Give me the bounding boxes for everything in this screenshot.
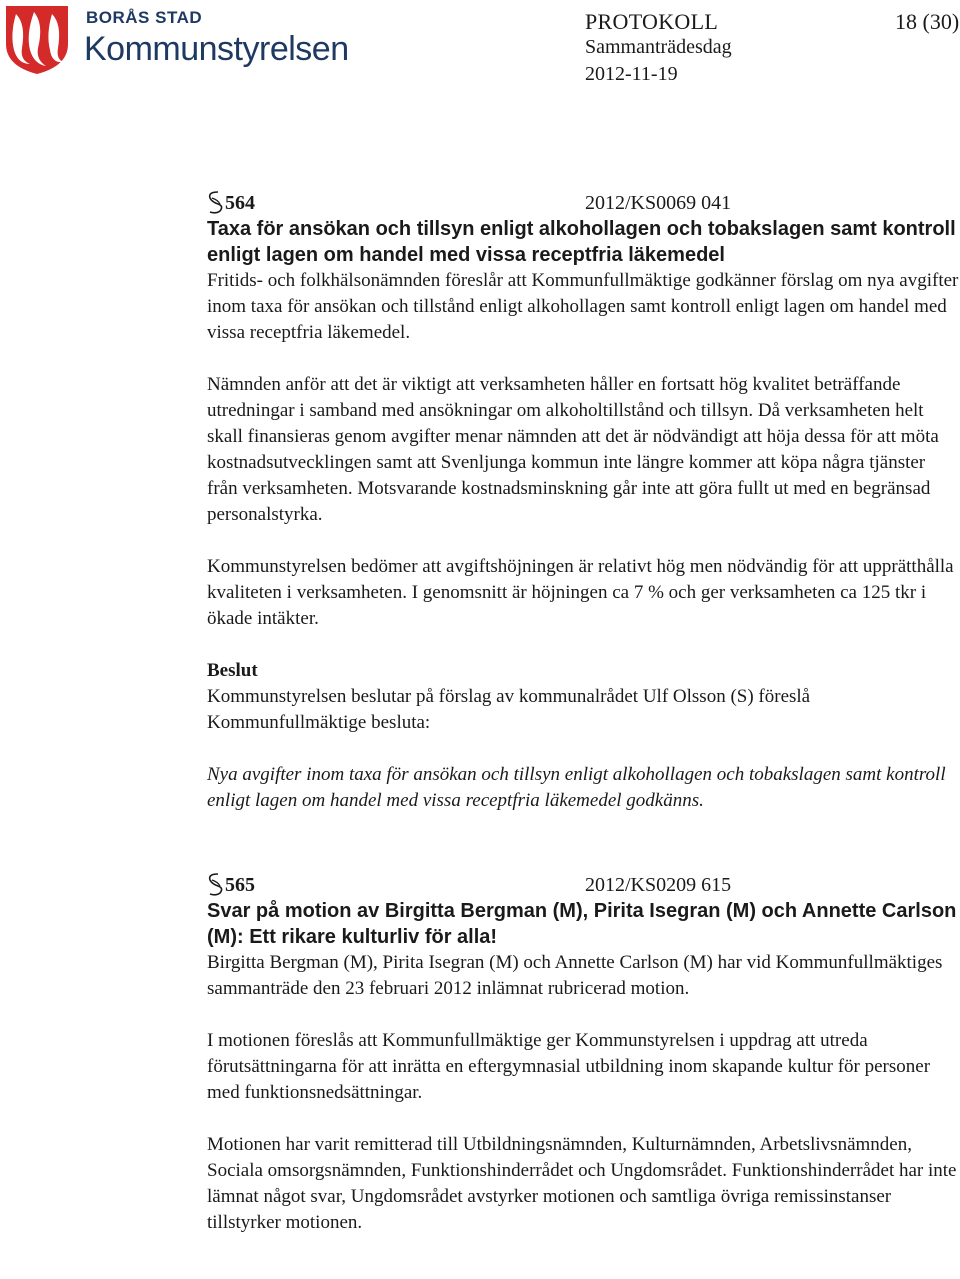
section-number: 564 (225, 192, 255, 214)
section-header (207, 188, 959, 216)
beslut-text: Kommunstyrelsen beslutar på förslag av kommunalrådet Ulf Olsson (S) föreslå Kommunfullmäktige besluta: (207, 686, 811, 733)
case-reference: 2012/KS0069 041 (585, 192, 732, 214)
case-reference: 2012/KS0209 615 (585, 874, 732, 896)
protocol-body (207, 188, 959, 1236)
section-number: 565 (225, 874, 255, 896)
decision-text: Nya avgifter inom taxa för ansökan och tillsyn enligt alkohollagen och tobakslagen samt kontroll enligt lagen om handel med vissa receptfria läkemedel godkänns. (207, 764, 946, 811)
paragraph-sign-icon (204, 870, 226, 900)
meeting-date: 2012-11-19 (585, 63, 678, 85)
paragraph: Birgitta Bergman (M), Pirita Isegran (M) och Annette Carlson (M) har vid Kommunfullmäktiges sammanträde den 23 februari 2012 inlämnat rubricerad motion. (207, 952, 943, 999)
document-type: PROTOKOLL (585, 9, 719, 34)
paragraph: Kommunstyrelsen bedömer att avgiftshöjningen är relativt hög men nödvändig för att upprätthålla kvaliteten i verksamheten. I genomsnitt är höjningen ca 7 % och ger verksamheten ca 125 tkr i ökade intäkter. (207, 556, 954, 629)
boras-stad-logo (4, 4, 354, 76)
paragraph: Fritids- och folkhälsonämnden föreslår att Kommunfullmäktige godkänner förslag om nya avgifter inom taxa för ansökan och tillstånd enligt alkohollagen samt kontroll enligt lagen om handel med vissa receptfria läkemedel. (207, 270, 959, 343)
section-564 (207, 188, 959, 814)
page-number: 18 (30) (895, 9, 960, 34)
paragraph: Motionen har varit remitterad till Utbildningsnämnden, Kulturnämnden, Arbetslivsnämnden, Sociala omsorgsnämnden, Funktionshinderrådet och Ungdomsrådet. Funktionshinderrådet har inte lämnat något svar, Ungdomsrådet avstyrker motionen och samtliga övriga remissinstanser tillstyrker motionen. (207, 1134, 957, 1233)
section-565 (207, 870, 959, 1236)
paragraph: I motionen föreslås att Kommunfullmäktige ger Kommunstyrelsen i uppdrag att utreda förutsättningarna för att inrätta en eftergymnasial utbildning inom skapande kultur för personer med funktionsnedsättningar. (207, 1030, 931, 1103)
city-coat-of-arms-icon (4, 4, 70, 76)
beslut-heading: Beslut (207, 660, 258, 681)
organization-name: Kommunstyrelsen (84, 30, 349, 68)
section-title: Taxa för ansökan och tillsyn enligt alkohollagen och tobakslagen samt kontroll enligt lagen om handel med vissa receptfria läkemedel (207, 218, 956, 266)
paragraph-sign-icon (204, 188, 226, 218)
section-title: Svar på motion av Birgitta Bergman (M), Pirita Isegran (M) och Annette Carlson (M): Ett rikare kulturliv för alla! (207, 900, 957, 948)
section-header (207, 870, 959, 898)
city-name: BORÅS STAD (86, 8, 203, 27)
paragraph: Nämnden anför att det är viktigt att verksamheten håller en fortsatt hög kvalitet beträffande utredningar i samband med ansökningar om alkoholtillstånd och tillsyn. Då verksamheten helt skall finansieras genom avgifter menar nämnden att det är nödvändigt att höja dessa för att möta kostnadsutvecklingen samt att Svenljunga kommun inte längre kommer att köpa några tjänster från verksamheten. Motsvarande kostnadsminskning går inte att göra fullt ut med en begränsad personalstyrka. (207, 374, 939, 525)
meeting-label: Sammanträdesdag (585, 36, 732, 58)
